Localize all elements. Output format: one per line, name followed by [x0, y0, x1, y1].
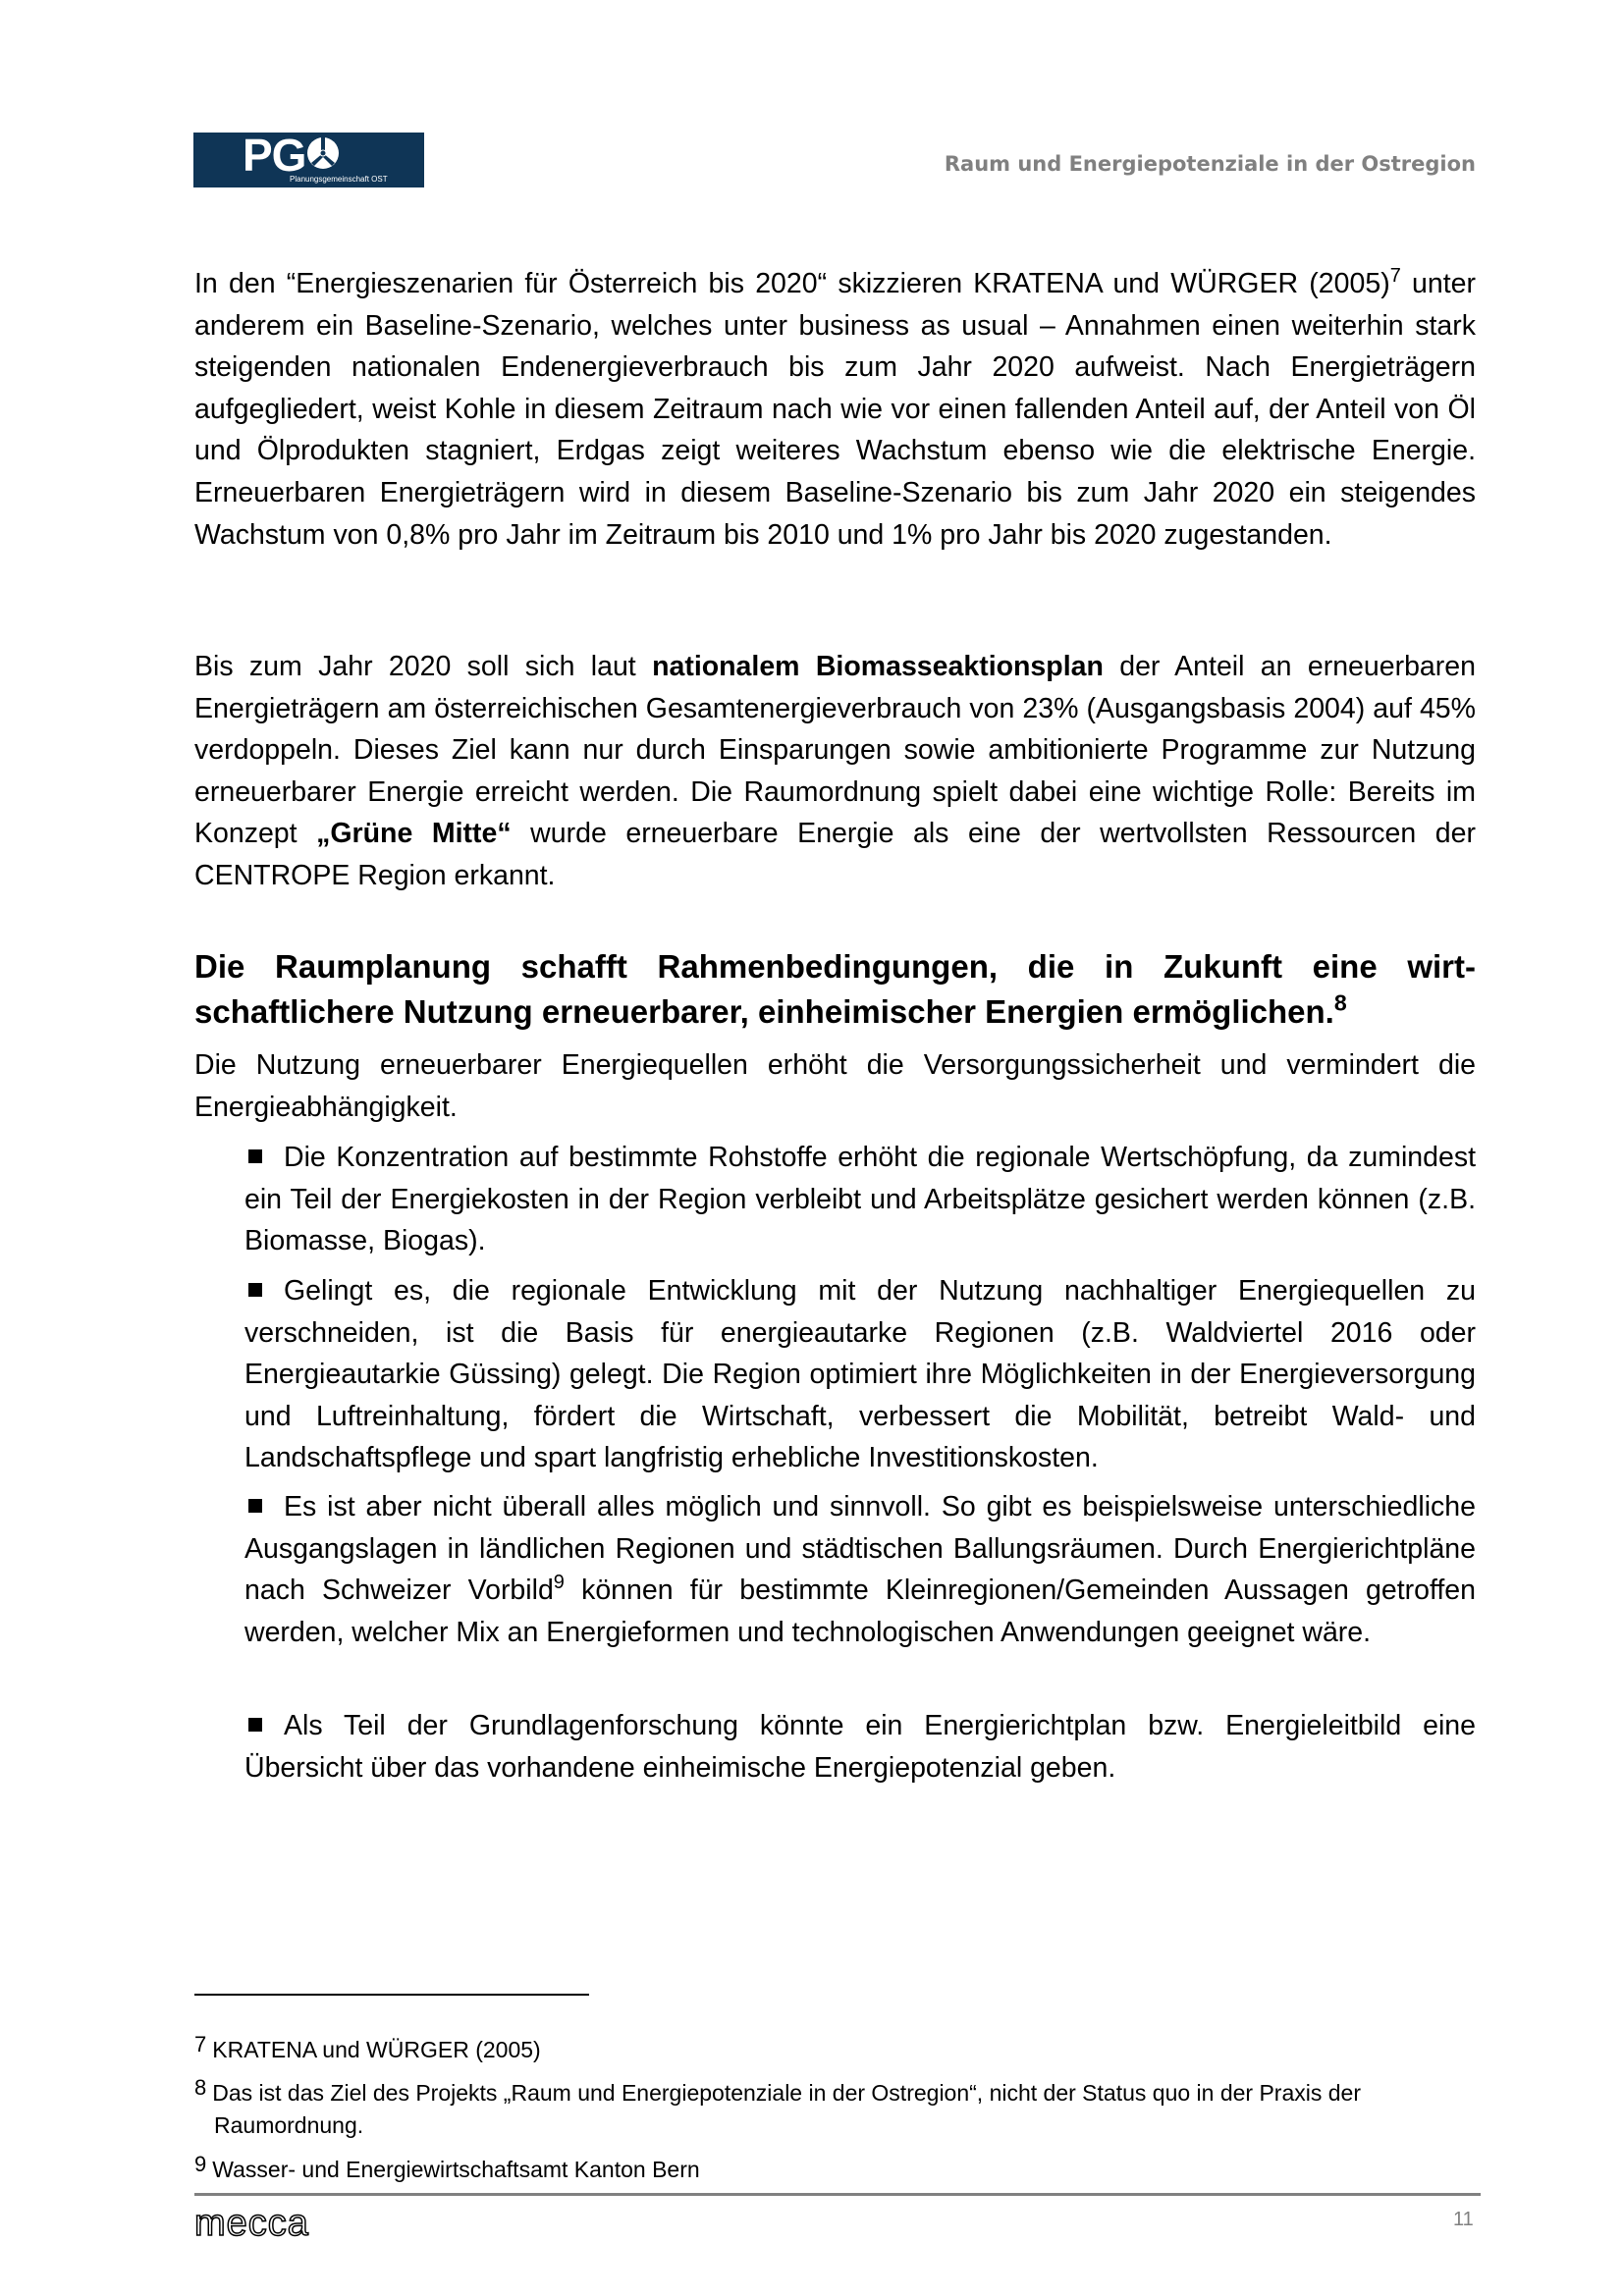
page-number: 11: [1453, 2209, 1474, 2230]
square-bullet-icon: [248, 1149, 262, 1163]
logo-text: PG: [243, 130, 306, 181]
square-bullet-icon: [248, 1499, 262, 1513]
mecca-logo: mecca: [194, 2203, 309, 2244]
header-title: Raum und Energiepotenziale in der Ostregion: [944, 152, 1476, 176]
paragraph-text: Bis zum Jahr 2020 soll sich laut: [194, 651, 653, 682]
footnote: [194, 2071, 1476, 2142]
footnote-text: Das ist das Ziel des Projekts „Raum und Energiepotenziale in der Ostregion“, nicht der Status quo in der Praxis der: [212, 2080, 1361, 2106]
paragraph-intro: Die Nutzung erneuerbarer Energiequellen erhöht die Versorgungssicherheit und vermindert die Energieabhängigkeit.: [194, 1049, 1476, 1123]
logo-subtitle: Planungsgemeinschaft OST: [290, 175, 388, 184]
footnote-text: Wasser- und Energiewirtschaftsamt Kanton Bern: [212, 2157, 700, 2182]
square-bullet-icon: [248, 1283, 262, 1297]
paragraph-biomass-plan: [194, 646, 1476, 897]
paragraph-text: der Anteil an erneuerbaren Energieträgern am österreichischen Gesamtenergieverbrauch von 23% (Ausgangsbasis 2004) auf 45% verdoppeln. Dieses Ziel kann nur durch Einsparungen sowie ambitionierte Programme zur Nutzung erneuerbarer Energie erreicht werden. Die Raumordnung spielt dabei eine wichtige Rolle: Bereits im Konzept: [194, 651, 1476, 850]
footer-divider: [194, 2193, 1481, 2196]
bullet-text: Es ist aber nicht überall alles möglich und sinnvoll. So gibt es beispielsweise unterschiedliche Ausgangslagen in ländlichen Regionen und städtischen Ballungsräumen. Durch Energierichtpläne nach Schweizer Vorbild: [244, 1491, 1476, 1607]
footnote: [194, 2028, 1476, 2066]
footnote: [194, 2148, 1476, 2186]
paragraph-text: wurde erneuerbare Energie als eine der wertvollsten Ressourcen der CENTROPE Region erkannt.: [194, 818, 1476, 891]
bullet-item: [244, 1137, 1476, 1262]
paragraph-text: In den “Energieszenarien für Österreich bis 2020“ skizzieren KRATENA und WÜRGER (2005): [194, 268, 1390, 299]
bullet-text: können für bestimmte Kleinregionen/Gemeinden Aussagen getroffen werden, welcher Mix an Energieformen und technologischen Anwendungen geeignet wäre.: [244, 1575, 1476, 1648]
footnote-text: KRATENA und WÜRGER (2005): [212, 2037, 541, 2062]
footnote-number: 8: [194, 2075, 207, 2100]
bullet-text: Gelingt es, die regionale Entwicklung mit der Nutzung nachhaltiger Energiequellen zu verschneiden, ist die Basis für energieautarke Regionen (z.B. Waldviertel 2016 oder Energieautarkie Güssing) gelegt. Die Region optimiert ihre Möglichkeiten in der Energieversorgung und Luftreinhaltung, fördert die Wirtschaft, verbessert die Mobilität, betreibt Wald- und Landschaftspflege und spart langfristig erhebliche Investitionskosten.: [244, 1275, 1476, 1474]
bullet-text: Als Teil der Grundlagenforschung könnte ein Energierichtplan bzw. Energieleitbild eine Übersicht über das vorhandene einheimische Energiepotenzial geben.: [244, 1710, 1476, 1784]
footnote-ref: 9: [553, 1572, 565, 1594]
footnote-divider: [194, 1994, 589, 1996]
square-bullet-icon: [248, 1718, 262, 1732]
footnote-number: 7: [194, 2032, 207, 2056]
heading-text: Die Raumplanung schafft Rahmenbedingungen, die in Zukunft eine wirt-schaftlichere Nutzung erneuerbarer, einheimischer Energien ermöglichen.: [194, 948, 1476, 1030]
bullet-item: [244, 1270, 1476, 1479]
footnote-number: 9: [194, 2152, 207, 2176]
footnote-ref: 7: [1389, 265, 1401, 288]
paragraph-text: unter anderem ein Baseline-Szenario, welches unter business as usual – Annahmen einen weiterhin stark steigenden nationalen Endenergieverbrauch bis zum Jahr 2020 aufweist. Nach Energieträgern aufgegliedert, weist Kohle in diesem Zeitraum nach wie vor einen fallenden Anteil auf, der Anteil von Öl und Ölprodukten stagniert, Erdgas zeigt weiteres Wachstum ebenso wie die elektrische Energie. Erneuerbaren Energieträgern wird in diesem Baseline-Szenario bis zum Jahr 2020 ein steigendes Wachstum von 0,8% pro Jahr im Zeitraum bis 2010 und 1% pro Jahr bis 2020 zugestanden.: [194, 268, 1476, 551]
bold-term: nationalem Biomasseaktionsplan: [652, 651, 1104, 682]
bullet-text: Die Konzentration auf bestimmte Rohstoffe erhöht die regionale Wertschöpfung, da zumindest ein Teil der Energiekosten in der Region verbleibt und Arbeitsplätze gesichert werden können (z.B. Biomasse, Biogas).: [244, 1142, 1476, 1257]
logo-emblem-icon: [305, 135, 341, 171]
footnote-text: Raumordnung.: [214, 2112, 364, 2138]
bold-term: „Grüne Mitte“: [316, 818, 512, 850]
bullet-item: [244, 1705, 1476, 1789]
bullet-item: [244, 1486, 1476, 1653]
footnote-ref: 8: [1333, 989, 1347, 1016]
pgo-logo: [193, 130, 424, 187]
section-heading: [194, 944, 1476, 1035]
paragraph-baseline-scenario: [194, 263, 1476, 556]
